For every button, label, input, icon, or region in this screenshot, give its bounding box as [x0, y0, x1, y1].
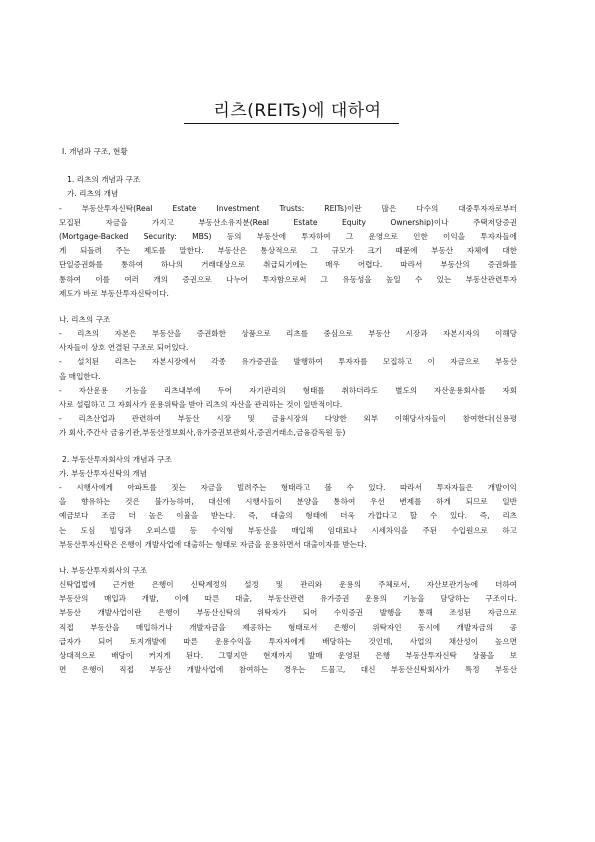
paragraph-block [59, 327, 517, 441]
text-line: 면 은행이 직접 부동산 개발사업에 참여하는 경우는 드물고, 대신 부동산신탁회사가 특정 부동산 [59, 665, 517, 675]
subsection-item-heading: 나. 리츠의 구조 [59, 314, 111, 324]
text-line: 상대적으로 배당이 커지게 된다. 그렇지만 현재까지 발매 운영된 은행 부동산투자신탁 상품을 보 [59, 651, 517, 660]
text-line: 게 되돌려 주는 제도를 말한다. 부동산은 통상적으로 그 규모가 크기 때문에 부동산 자체에 대한 [59, 246, 517, 256]
text-line: 신탁업법에 근거한 은행이 신탁계정의 설정 및 관리와 운용의 주체로서, 자산보관기능에 더하여 [59, 580, 517, 590]
text-line: - 자산운용 기능을 리츠내부에 두어 자기관리의 형태를 취하더라도 별도의 자산운용회사를 자회 [59, 385, 517, 395]
text-line: 부동산 개발사업이란 은행이 부동산신탁의 위탁자가 되어 수익증권 발행을 통해 조성된 자금으로 [59, 608, 517, 618]
text-line: 모집된 자금을 가지고 부동산소유지분(Real Estate Equity Ownership)이나 주택저당증권 [59, 217, 517, 227]
document-title: 리츠(REITs)에 대하여 [213, 101, 382, 121]
subsection-item-heading: 가. 부동산투자신탁의 개념 [59, 468, 147, 478]
text-line: - 리츠의 자본은 부동산을 증권화한 상품으로 리츠를 중심으로 부동산 시장과 자본시자의 이해당 [59, 329, 517, 339]
text-line: - 시행사에게 아파트를 짓는 자금을 빌려주는 형태라고 볼 수 있다. 따라서 투자자들은 개발이익 [59, 482, 517, 492]
text-line: 제도가 바로 부동산투자신탁이다. [59, 288, 169, 298]
text-line: 부동산의 매입과 개발, 이에 따른 대출, 부동산관련 유가증권 운용의 기능을 담당하는 구조이다. [59, 594, 517, 604]
paragraph-block [59, 481, 517, 552]
text-line: 예금보다 조금 더 높은 이율을 받는다. 즉, 대출의 형태에 더욱 가깝다고 할 수 있다. 즉, 리츠 [59, 511, 517, 521]
subsection-heading: 2. 부동산투자회사의 개념과 구조 [62, 454, 172, 464]
paragraph-block [59, 202, 517, 301]
text-line: 부동산투자신탁은 은행이 개발사업에 대출하는 형태로 자금을 운용하면서 대출이자를 받는다. [59, 539, 367, 549]
subsection-item-heading: 나. 부동산투자회사의 구조 [59, 565, 147, 575]
paragraph-block [59, 578, 517, 677]
text-line: - 리츠산업과 관련하여 부동산 시장 및 금융시장의 다양한 외부 이해당사자들이 참여한다(신용평 [59, 414, 517, 424]
document-body [59, 145, 517, 677]
text-line: (Mortgage-Backed Security: MBS) 등의 부동산에 투자하여 그 운영으로 인한 이익을 투자자들에 [59, 231, 517, 241]
section-heading: Ⅰ. 개념과 구조, 현황 [62, 147, 128, 156]
text-line: 직접 부동산을 매입하거나 개발자금을 제공하는 형태로서 은행이 위탁자인 동시에 개발자금의 공 [59, 622, 517, 632]
subsection-item-heading: 가. 리츠의 개념 [67, 189, 119, 199]
text-line: 단일증권화를 통하여 하나의 거래대상으로 취급되기에는 매우 어렵다. 따라서 부동산의 증권화를 [59, 260, 517, 270]
text-line: 는 도심 빌딩과 오피스텔 등 수익형 부동산을 매입해 임대료나 시세차익을 주된 수입원으로 하고 [59, 525, 517, 535]
text-line: 가 회사,주간사 금융기관,부동산정보회사,유가증권보관회사,증권거래소,금융감독원 등) [59, 428, 346, 438]
text-line: 을 매입한다. [59, 371, 101, 381]
text-line: 사자들이 상호 연결된 구조로 되어있다. [59, 343, 189, 353]
title-underline [184, 123, 399, 124]
text-line: - 부동산투자신탁(Real Estate Investment Trusts: REITs)이란 많은 다수의 대중투자자로부터 [59, 203, 517, 213]
text-line: 을 향유하는 것은 불가능하며, 대신에 시행사들이 분양을 통하여 우선 변제를 하게 되므로 일반 [59, 497, 517, 507]
text-line: - 설치된 리츠는 자본시장에서 각종 유가증권을 발행하여 투자자를 모집하고 이 자금으로 부동산 [59, 357, 517, 367]
subsection-heading: 1. 리츠의 개념과 구조 [67, 175, 141, 185]
text-line: 사로 설립하고 그 자회사가 운용위탁을 받아 리츠의 자산을 관리하는 것이 일반적이다. [59, 400, 343, 409]
text-line: 통하여 이를 여러 개의 증권으로 나누어 투자함으로써 그 유동성을 높일 수 있는 부동산관련투자 [59, 274, 517, 284]
text-line: 급자가 되어 토지개발에 따른 운용수익을 투자자에게 배당하는 것인데, 사업의 채산성이 높으면 [59, 636, 517, 646]
